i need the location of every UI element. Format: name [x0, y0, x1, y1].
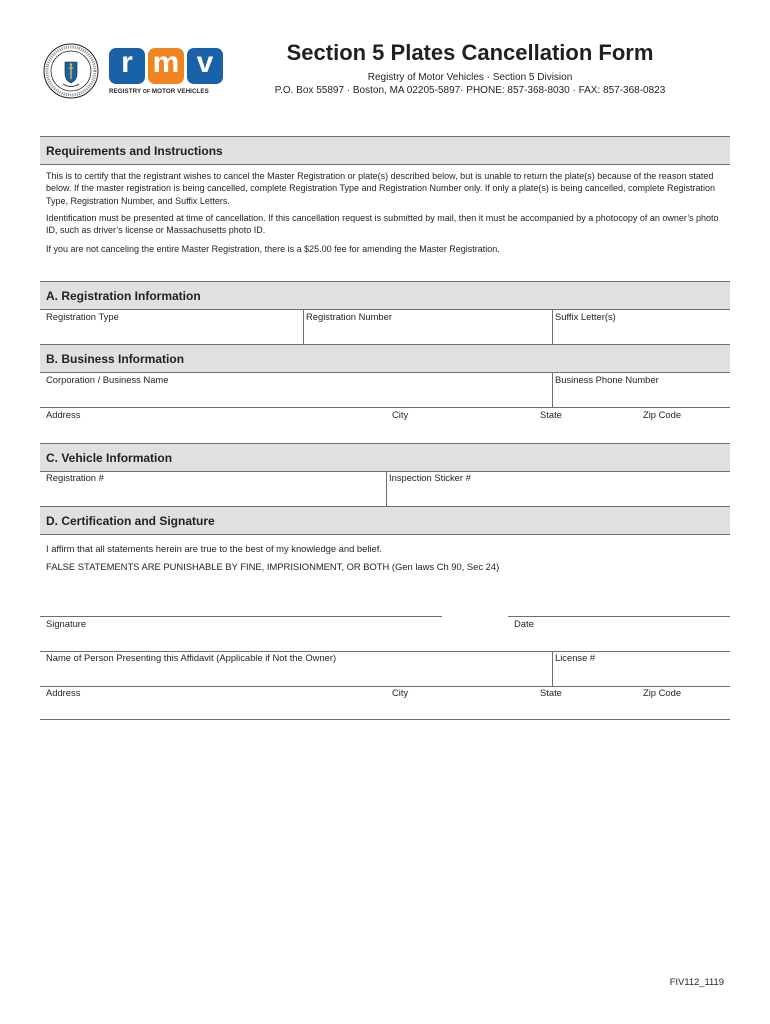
contact-line: P.O. Box 55897 · Boston, MA 02205-5897· PHONE: 857-368-8030 · FAX: 857-368-0823	[274, 85, 666, 96]
section-requirements-title: Requirements and Instructions	[46, 144, 223, 158]
business-address-field[interactable]: Address	[46, 409, 81, 420]
presenter-state-field[interactable]: State	[540, 687, 562, 698]
field-divider	[552, 373, 553, 408]
logo-letter-v: v	[187, 48, 223, 84]
field-separator	[40, 407, 730, 408]
presenter-address-field[interactable]: Address	[46, 687, 81, 698]
section-b-header	[40, 344, 730, 373]
logo-caption-registry: REGISTRY	[109, 88, 142, 95]
section-d-header	[40, 506, 730, 535]
business-city-field[interactable]: City	[392, 409, 409, 420]
date-field[interactable]: Date	[514, 618, 534, 629]
massachusetts-state-seal-icon	[43, 43, 99, 99]
presenter-city-field[interactable]: City	[392, 687, 409, 698]
false-statement-warning: FALSE STATEMENTS ARE PUNISHABLE BY FINE, IMPRISIONMENT, OR BOTH (Gen laws Ch 90, Sec 24)	[46, 561, 500, 572]
logo-caption	[109, 88, 227, 95]
section-c-header	[40, 443, 730, 472]
field-divider	[552, 310, 553, 344]
section-c-title: C. Vehicle Information	[46, 451, 173, 465]
field-divider	[552, 651, 553, 686]
vehicle-registration-field[interactable]: Registration #	[46, 472, 104, 483]
license-number-field[interactable]: License #	[555, 652, 596, 663]
form-code: FIV112_1119	[669, 976, 724, 987]
business-phone-field[interactable]: Business Phone Number	[555, 374, 659, 385]
section-d-title: D. Certification and Signature	[46, 514, 215, 528]
section-requirements-header	[40, 136, 730, 165]
logo-letter-r: r	[109, 48, 145, 84]
suffix-letters-field[interactable]: Suffix Letter(s)	[555, 311, 616, 322]
section-b-title: B. Business Information	[46, 352, 185, 366]
business-zip-field[interactable]: Zip Code	[643, 409, 682, 420]
field-separator	[40, 686, 730, 687]
presenter-name-field[interactable]: Name of Person Presenting this Affidavit (Applicable if Not the Owner)	[46, 652, 337, 663]
logo-letter-m: m	[148, 48, 184, 84]
logo-caption-of: OF	[142, 89, 151, 95]
date-line	[508, 616, 730, 617]
signature-line	[40, 616, 442, 617]
rmv-logo	[109, 48, 227, 100]
division-line: Registry of Motor Vehicles · Section 5 Division	[367, 72, 573, 83]
field-divider	[386, 472, 387, 507]
section-a-header	[40, 281, 730, 310]
instruction-paragraph: Identification must be presented at time of cancellation. If this cancellation request is submitted by mail, then it must be accompanied by a photocopy of an owner’s photo ID, such as driver’s license or Massachusetts photo ID.	[46, 213, 719, 236]
business-name-field[interactable]: Corporation / Business Name	[46, 374, 169, 385]
registration-type-field[interactable]: Registration Type	[46, 311, 119, 322]
business-state-field[interactable]: State	[540, 409, 562, 420]
instruction-paragraph: This is to certify that the registrant wishes to cancel the Master Registration or plate(s) described below, but is unable to return the plate(s) because of the reason stated below. If the master registration is being cancelled, complete Registration Type and Registration Number only. If only a plate(s) is being cancelled, complete Registration Type, Registration Number, and Suffix Letters.	[46, 171, 716, 206]
field-divider	[303, 310, 304, 344]
section-a-title: A. Registration Information	[46, 289, 201, 303]
field-separator	[40, 719, 730, 720]
signature-field[interactable]: Signature	[46, 618, 87, 629]
page-title: Section 5 Plates Cancellation Form	[286, 40, 654, 65]
logo-caption-motor-vehicles: MOTOR VEHICLES	[151, 88, 209, 95]
inspection-sticker-field[interactable]: Inspection Sticker #	[389, 472, 471, 483]
instruction-paragraph: If you are not canceling the entire Master Registration, there is a $25.00 fee for amending the Master Registration.	[46, 244, 500, 254]
presenter-zip-field[interactable]: Zip Code	[643, 687, 682, 698]
affirmation-text: I affirm that all statements herein are true to the best of my knowledge and belief.	[46, 543, 382, 554]
registration-number-field[interactable]: Registration Number	[306, 311, 392, 322]
